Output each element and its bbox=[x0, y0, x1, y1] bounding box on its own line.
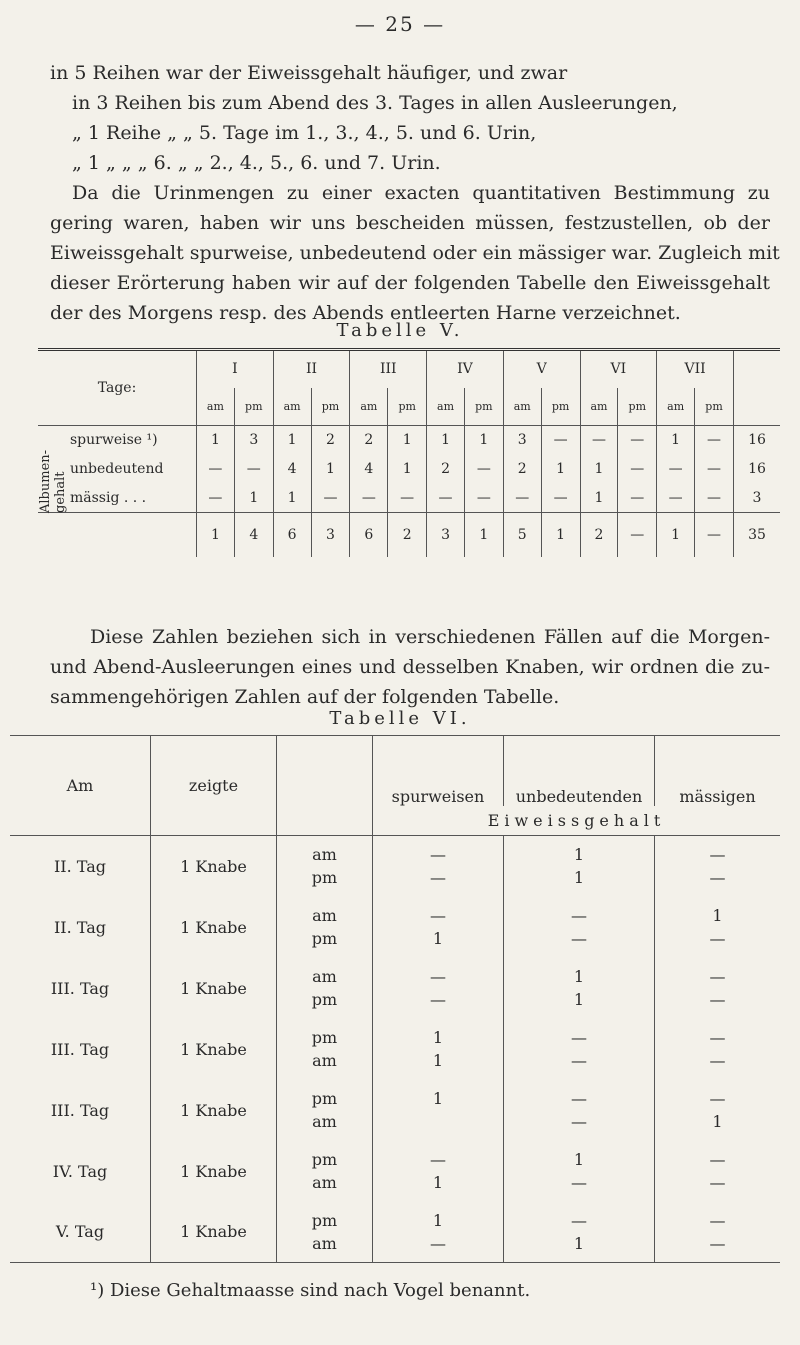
para-line: Eiweissgehalt spurweise, unbedeutend oder ein mässiger war. Zugleich mit bbox=[50, 242, 780, 264]
paragraph-2 bbox=[50, 622, 770, 712]
table-cell: — bbox=[657, 484, 695, 513]
para-line: der des Morgens resp. des Abends entleerten Harne verzeichnet. bbox=[50, 302, 681, 324]
pm-header: pm bbox=[388, 388, 427, 426]
table-cell: — bbox=[618, 426, 657, 455]
maess-value: — bbox=[709, 1051, 726, 1070]
time-col-header bbox=[277, 736, 373, 836]
day-cell: IV. Tag bbox=[52, 1161, 108, 1181]
t-value: am bbox=[312, 1233, 337, 1253]
table-cell: — bbox=[503, 484, 541, 513]
pm-header: pm bbox=[311, 388, 350, 426]
table-cell: — bbox=[197, 484, 235, 513]
knabe-cell: 1 Knabe bbox=[151, 1202, 277, 1263]
table-cell: 1 bbox=[657, 426, 695, 455]
table-cell: — bbox=[657, 455, 695, 484]
maess-cell bbox=[655, 836, 781, 897]
day-cell: III. Tag bbox=[50, 1100, 110, 1120]
pm-header: pm bbox=[695, 388, 734, 426]
maess-value: — bbox=[709, 1028, 726, 1047]
pm-header: pm bbox=[541, 388, 580, 426]
maess-value: — bbox=[709, 868, 726, 888]
knabe-cell: 1 Knabe bbox=[151, 897, 277, 958]
unbed-value: 1 bbox=[573, 868, 585, 888]
t-value: am bbox=[312, 1173, 337, 1192]
maess-cell bbox=[655, 1080, 781, 1141]
table-cell: — bbox=[197, 455, 235, 484]
am-header: am bbox=[580, 388, 618, 426]
day-cell: II. Tag bbox=[53, 856, 107, 876]
sum-cell: 1 bbox=[197, 513, 235, 557]
spur-value: — bbox=[430, 990, 446, 1009]
spur-value: — bbox=[430, 906, 446, 925]
unbed-value: — bbox=[571, 1028, 587, 1047]
unbed-value: — bbox=[571, 1112, 587, 1131]
knabe-cell: 1 Knabe bbox=[151, 958, 277, 1019]
spur-cell bbox=[373, 1080, 504, 1141]
row-label-text: spurweise ¹) bbox=[70, 432, 158, 449]
table-cell: 2 bbox=[311, 426, 350, 455]
t-cell bbox=[277, 836, 373, 897]
sum-cell: 1 bbox=[541, 513, 580, 557]
sum-total: 35 bbox=[734, 513, 781, 557]
day-cell: III. Tag bbox=[50, 978, 110, 998]
table-cell: — bbox=[350, 484, 388, 513]
unbed-value: 1 bbox=[573, 1233, 585, 1253]
table-cell: — bbox=[695, 426, 734, 455]
row-total: 16 bbox=[734, 426, 781, 455]
unbed-cell bbox=[504, 1080, 655, 1141]
maess-value: 1 bbox=[712, 906, 723, 925]
t-value: am bbox=[312, 1051, 337, 1070]
day-cell: II. Tag bbox=[53, 917, 107, 937]
maess-cell bbox=[655, 958, 781, 1019]
row-label-text: mässig . . . bbox=[70, 489, 147, 506]
unbed-value: 1 bbox=[573, 967, 585, 986]
maess-value: — bbox=[709, 967, 726, 986]
t-value: am bbox=[312, 845, 337, 865]
t-cell bbox=[277, 897, 373, 958]
unbed-value: — bbox=[571, 906, 587, 925]
table-cell: 2 bbox=[350, 426, 388, 455]
spur-value: — bbox=[430, 1233, 446, 1253]
unbed-cell bbox=[504, 836, 655, 897]
table-cell: 1 bbox=[464, 426, 503, 455]
am-header: am bbox=[273, 388, 311, 426]
table-6 bbox=[10, 735, 780, 1263]
spur-value: 1 bbox=[432, 1210, 444, 1230]
para-line: Diese Zahlen beziehen sich in verschiedenen Fällen auf die Morgen- bbox=[90, 626, 770, 648]
table-cell: — bbox=[464, 455, 503, 484]
table-5 bbox=[38, 348, 780, 557]
spur-value: 1 bbox=[432, 1028, 444, 1047]
spur-cell bbox=[373, 958, 504, 1019]
table-cell: 1 bbox=[388, 426, 427, 455]
unbed-value: — bbox=[571, 1089, 587, 1108]
table-cell: — bbox=[234, 455, 273, 484]
maess-cell bbox=[655, 1019, 781, 1080]
unbed-cell bbox=[504, 1202, 655, 1263]
footnote: ¹) Diese Gehaltmaasse sind nach Vogel benannt. bbox=[90, 1280, 531, 1301]
day-header: VII bbox=[657, 350, 734, 388]
table-cell: 2 bbox=[427, 455, 465, 484]
table-cell: — bbox=[388, 484, 427, 513]
spur-value: 1 bbox=[432, 1173, 444, 1192]
sum-cell: 5 bbox=[503, 513, 541, 557]
maess-col-header: mässigen bbox=[655, 736, 781, 806]
spur-cell bbox=[373, 1202, 504, 1263]
intro-paragraph bbox=[50, 58, 770, 178]
spur-value bbox=[373, 1110, 503, 1133]
am-header: am bbox=[503, 388, 541, 426]
zeigte-col-header: zeigte bbox=[151, 736, 277, 836]
spur-cell bbox=[373, 836, 504, 897]
unbed-cell bbox=[504, 1141, 655, 1202]
maess-value: — bbox=[709, 1089, 726, 1108]
knabe-cell: 1 Knabe bbox=[151, 836, 277, 897]
knabe-cell: 1 Knabe bbox=[151, 1019, 277, 1080]
intro-line: „ 1 Reihe „ „ 5. Tage im 1., 3., 4., 5. und 6. Urin, bbox=[72, 122, 537, 144]
pm-header: pm bbox=[234, 388, 273, 426]
unbed-cell bbox=[504, 1019, 655, 1080]
t-value: pm bbox=[311, 1210, 338, 1230]
am-header: am bbox=[427, 388, 465, 426]
row-label bbox=[38, 455, 197, 484]
am-col-header: Am bbox=[10, 736, 151, 836]
knabe-cell: 1 Knabe bbox=[151, 1141, 277, 1202]
sum-cell: 2 bbox=[580, 513, 618, 557]
am-header: am bbox=[657, 388, 695, 426]
spur-value: 1 bbox=[432, 1089, 444, 1108]
table-cell: — bbox=[695, 455, 734, 484]
table-cell: — bbox=[464, 484, 503, 513]
t-cell bbox=[277, 958, 373, 1019]
day-header: IV bbox=[427, 350, 504, 388]
para-line: dieser Erörterung haben wir auf der folgenden Tabelle den Eiweissgehalt bbox=[50, 272, 770, 294]
maess-value: — bbox=[709, 1150, 726, 1169]
t-cell bbox=[277, 1080, 373, 1141]
day-header: I bbox=[197, 350, 274, 388]
eiweissgehalt-header: Eiweissgehalt bbox=[373, 806, 781, 836]
table-cell: 4 bbox=[350, 455, 388, 484]
row-label-text: unbedeutend bbox=[70, 461, 164, 477]
t-value: pm bbox=[311, 1150, 338, 1169]
am-header: am bbox=[197, 388, 235, 426]
tage-header: Tage: bbox=[38, 350, 197, 426]
spur-value: 1 bbox=[432, 1051, 444, 1070]
t-cell bbox=[277, 1141, 373, 1202]
table-cell: 1 bbox=[197, 426, 235, 455]
table-cell: — bbox=[541, 484, 580, 513]
maess-value: — bbox=[709, 1233, 726, 1253]
intro-line: in 3 Reihen bis zum Abend des 3. Tages in allen Ausleerungen, bbox=[72, 92, 678, 114]
intro-line: in 5 Reihen war der Eiweissgehalt häufiger, und zwar bbox=[50, 62, 568, 84]
unbed-col-header: unbedeutenden bbox=[504, 736, 655, 806]
pm-header: pm bbox=[618, 388, 657, 426]
t-value: am bbox=[312, 967, 337, 986]
table-cell: 1 bbox=[388, 455, 427, 484]
maess-value: — bbox=[709, 929, 726, 948]
t-value: pm bbox=[311, 990, 338, 1009]
day-header: III bbox=[350, 350, 427, 388]
t-cell bbox=[277, 1202, 373, 1263]
unbed-value: — bbox=[571, 1210, 587, 1230]
sum-label bbox=[38, 513, 197, 557]
spur-col-header: spurweisen bbox=[373, 736, 504, 806]
spur-cell bbox=[373, 897, 504, 958]
row-label bbox=[38, 484, 197, 513]
spur-value: 1 bbox=[432, 929, 444, 948]
spur-cell bbox=[373, 1019, 504, 1080]
t-cell bbox=[277, 1019, 373, 1080]
table5-body bbox=[38, 426, 780, 557]
para-line: gering waren, haben wir uns bescheiden müssen, festzustellen, ob der bbox=[50, 212, 770, 234]
maess-value: — bbox=[709, 845, 726, 865]
sum-cell: 6 bbox=[273, 513, 311, 557]
total-header bbox=[734, 350, 781, 426]
pm-header: pm bbox=[464, 388, 503, 426]
t-value: am bbox=[312, 1112, 337, 1131]
unbed-value: — bbox=[571, 929, 587, 948]
table6-title: Tabelle VI. bbox=[329, 708, 471, 729]
maess-cell bbox=[655, 897, 781, 958]
sum-cell: 4 bbox=[234, 513, 273, 557]
knabe-cell: 1 Knabe bbox=[151, 1080, 277, 1141]
t-value: pm bbox=[311, 1028, 338, 1047]
spur-value: — bbox=[430, 1150, 446, 1169]
maess-cell bbox=[655, 1202, 781, 1263]
unbed-value: 1 bbox=[573, 1150, 585, 1169]
sum-cell: — bbox=[618, 513, 657, 557]
table-cell: 2 bbox=[503, 455, 541, 484]
unbed-value: — bbox=[571, 1173, 587, 1192]
sum-cell: 6 bbox=[350, 513, 388, 557]
spur-value: — bbox=[430, 845, 446, 865]
para-line: und Abend-Ausleerungen eines und desselben Knaben, wir ordnen die zu- bbox=[50, 656, 770, 678]
sum-cell: 3 bbox=[427, 513, 465, 557]
table-cell: 1 bbox=[273, 484, 311, 513]
table-cell: 1 bbox=[580, 484, 618, 513]
table-cell: — bbox=[618, 455, 657, 484]
spur-value: — bbox=[430, 868, 446, 888]
para-line: sammengehörigen Zahlen auf der folgenden Tabelle. bbox=[50, 686, 560, 708]
unbed-value: — bbox=[571, 1051, 587, 1070]
spur-cell bbox=[373, 1141, 504, 1202]
paragraph-1 bbox=[50, 178, 780, 328]
t-value: pm bbox=[311, 868, 338, 888]
t-value: pm bbox=[311, 929, 338, 948]
day-cell: V. Tag bbox=[10, 1202, 151, 1263]
table-cell: — bbox=[618, 484, 657, 513]
sum-cell: 1 bbox=[657, 513, 695, 557]
unbed-cell bbox=[504, 958, 655, 1019]
intro-line: „ 1 „ „ „ 6. „ „ 2., 4., 5., 6. und 7. Urin. bbox=[72, 152, 441, 174]
table-cell: — bbox=[580, 426, 618, 455]
table6-body bbox=[10, 836, 780, 1263]
table-cell: — bbox=[695, 484, 734, 513]
sum-cell: — bbox=[695, 513, 734, 557]
table-cell: — bbox=[427, 484, 465, 513]
table5-title: Tabelle V. bbox=[336, 320, 464, 341]
table-cell: 1 bbox=[311, 455, 350, 484]
table-cell: 1 bbox=[541, 455, 580, 484]
t-value: am bbox=[312, 906, 337, 925]
unbed-value: 1 bbox=[573, 845, 585, 865]
para-line: Da die Urinmengen zu einer exacten quantitativen Bestimmung zu bbox=[72, 182, 770, 204]
table-cell: 1 bbox=[580, 455, 618, 484]
am-header: am bbox=[350, 388, 388, 426]
row-total: 3 bbox=[734, 484, 781, 513]
maess-value: — bbox=[709, 990, 726, 1009]
table-cell: 4 bbox=[273, 455, 311, 484]
sum-cell: 1 bbox=[464, 513, 503, 557]
table-cell: — bbox=[311, 484, 350, 513]
spur-value: — bbox=[430, 967, 446, 986]
sum-cell: 2 bbox=[388, 513, 427, 557]
day-header: VI bbox=[580, 350, 657, 388]
maess-value: — bbox=[709, 1173, 726, 1192]
maess-value: — bbox=[709, 1210, 726, 1230]
table-cell: 3 bbox=[503, 426, 541, 455]
albumen-gehalt-label: Albumen-gehalt bbox=[38, 449, 68, 513]
table-cell: 3 bbox=[234, 426, 273, 455]
table-cell: 1 bbox=[427, 426, 465, 455]
t-value: pm bbox=[311, 1089, 338, 1108]
sum-cell: 3 bbox=[311, 513, 350, 557]
maess-cell bbox=[655, 1141, 781, 1202]
row-total: 16 bbox=[734, 455, 781, 484]
page-number: — 25 — bbox=[354, 12, 446, 36]
unbed-value: 1 bbox=[573, 990, 585, 1009]
table-cell: — bbox=[541, 426, 580, 455]
day-header: V bbox=[503, 350, 580, 388]
table-cell: 1 bbox=[273, 426, 311, 455]
day-cell: III. Tag bbox=[50, 1039, 110, 1059]
table-cell: 1 bbox=[234, 484, 273, 513]
maess-value: 1 bbox=[712, 1112, 723, 1131]
day-header: II bbox=[273, 350, 350, 388]
unbed-cell bbox=[504, 897, 655, 958]
